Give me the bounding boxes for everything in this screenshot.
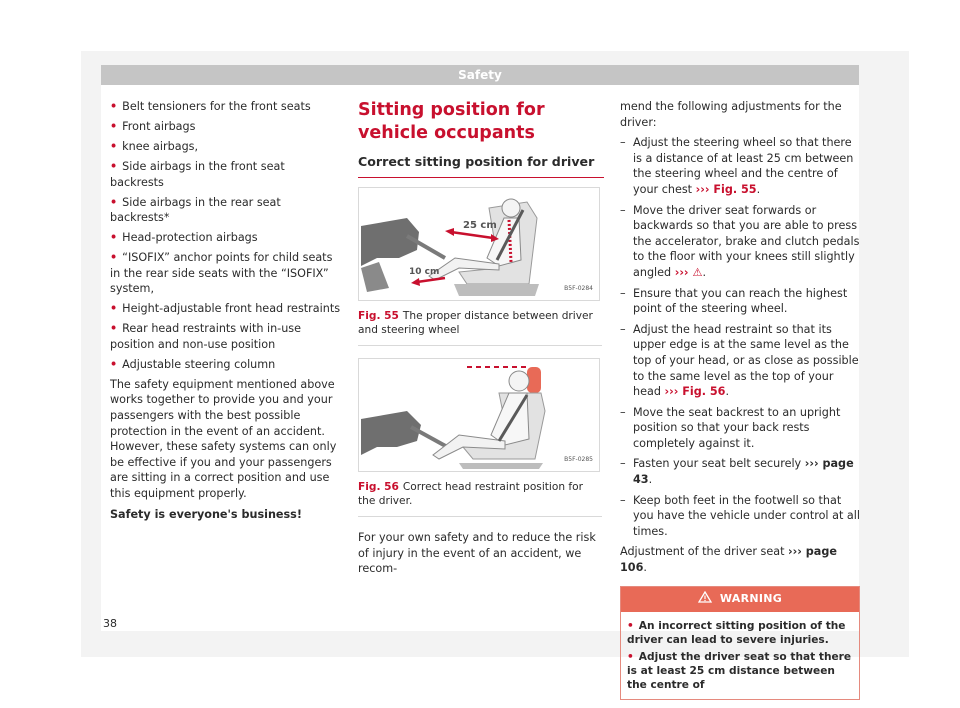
cross-reference-link[interactable]: ››› Fig. 56 — [664, 385, 726, 399]
list-item: – Move the driver seat forwards or backwards so that you are able to press the accelerator, brake and clutch pedals to the floor with your knees still slightly angled ››› ⚠. — [620, 203, 860, 279]
list-item: • Head-protection airbags — [110, 231, 258, 245]
figure-caption-text: The proper distance between driver and steering wheel — [358, 310, 593, 336]
warning-body — [621, 612, 859, 699]
figure-code: B5F-0284 — [564, 285, 593, 293]
list-item: • “ISOFIX” anchor points for child seats in the rear side seats with the “ISOFIX” system, — [110, 251, 333, 296]
right-column — [620, 99, 860, 700]
page-reference-link[interactable]: ››› page 43 — [633, 457, 854, 487]
recommendation-continued: mend the following adjustments for the driver: — [620, 100, 842, 129]
list-item: – Adjust the steering wheel so that there is a distance of at least 25 cm between the steering wheel and the centre of your chest ››› Fig. 55. — [620, 136, 854, 196]
list-item: – Fasten your seat belt securely ››› page 43. — [620, 457, 854, 487]
list-item: • Height-adjustable front head restraints — [110, 302, 341, 316]
figure-55-caption — [358, 309, 602, 346]
middle-column — [358, 99, 602, 582]
warning-box — [620, 586, 860, 700]
recommendation-intro: For your own safety and to reduce the risk of injury in the event of an accident, we recom- — [358, 531, 596, 576]
page-number: 38 — [103, 617, 117, 630]
warning-triangle-icon: ⚠ — [692, 265, 703, 279]
figure-55 — [358, 187, 600, 301]
list-item: • Side airbags in the rear seat backrests* — [110, 195, 281, 225]
list-item: – Keep both feet in the footwell so that you have the vehicle under control at all times. — [620, 493, 860, 538]
list-item: – Move the seat backrest to an upright position so that your back rests completely against it. — [620, 405, 841, 450]
driver-distance-illustration — [359, 188, 599, 300]
list-item: • Side airbags in the front seat backrests — [110, 159, 285, 189]
list-item: • Rear head restraints with in-use position and non-use position — [110, 322, 302, 351]
figure-56-caption — [358, 480, 602, 517]
section-title: Sitting position for vehicle occupants — [358, 100, 545, 143]
warning-title: WARNING — [719, 592, 783, 606]
cross-reference-link[interactable]: ››› Fig. 55 — [695, 182, 757, 196]
figure-code: B5F-0285 — [564, 456, 593, 464]
subsection-title: Correct sitting position for driver — [358, 154, 604, 178]
page-reference-link[interactable]: ››› page 106 — [620, 545, 837, 575]
safety-paragraph: The safety equipment mentioned above works together to provide you and your passengers with the best possible protection in the event of an accident. However, these safety systems can only be effective if you and your passengers are sitting in a correct position and use this equipment properly. — [110, 377, 337, 500]
list-item: • Adjust the driver seat so that there is at least 25 cm distance between the centre of — [627, 650, 852, 691]
list-item: • knee airbags, — [110, 139, 199, 153]
distance-chest-label: 25 cm — [463, 220, 497, 231]
head-restraint-illustration — [359, 359, 599, 471]
warning-header — [621, 587, 859, 612]
safety-closing: Safety is everyone's business! — [110, 507, 302, 521]
figure-label: Fig. 55 — [358, 310, 399, 322]
figure-label: Fig. 56 — [358, 481, 399, 493]
page-header-title: Safety — [458, 68, 502, 82]
list-item: – Adjust the head restraint so that its upper edge is at the same level as the top of your head, or as close as possible to the same level as the top of your head ››› Fig. 56. — [620, 322, 859, 399]
list-item: • An incorrect sitting position of the driver can lead to severe injuries. — [627, 619, 846, 646]
figure-caption-text: Correct head restraint position for the driver. — [358, 481, 583, 507]
distance-knee-label: 10 cm — [409, 267, 440, 277]
adjustment-reference: Adjustment of the driver seat ››› page 106. — [620, 545, 837, 575]
figure-56 — [358, 358, 600, 472]
warning-triangle-icon — [698, 591, 712, 608]
warning-reference-link[interactable]: ››› ⚠ — [674, 265, 703, 279]
list-item: • Belt tensioners for the front seats — [110, 100, 311, 113]
list-item: – Ensure that you can reach the highest point of the steering wheel. — [620, 286, 848, 316]
list-item: • Adjustable steering column — [110, 357, 276, 371]
left-column — [110, 99, 342, 527]
list-item: • Front airbags — [110, 119, 196, 133]
